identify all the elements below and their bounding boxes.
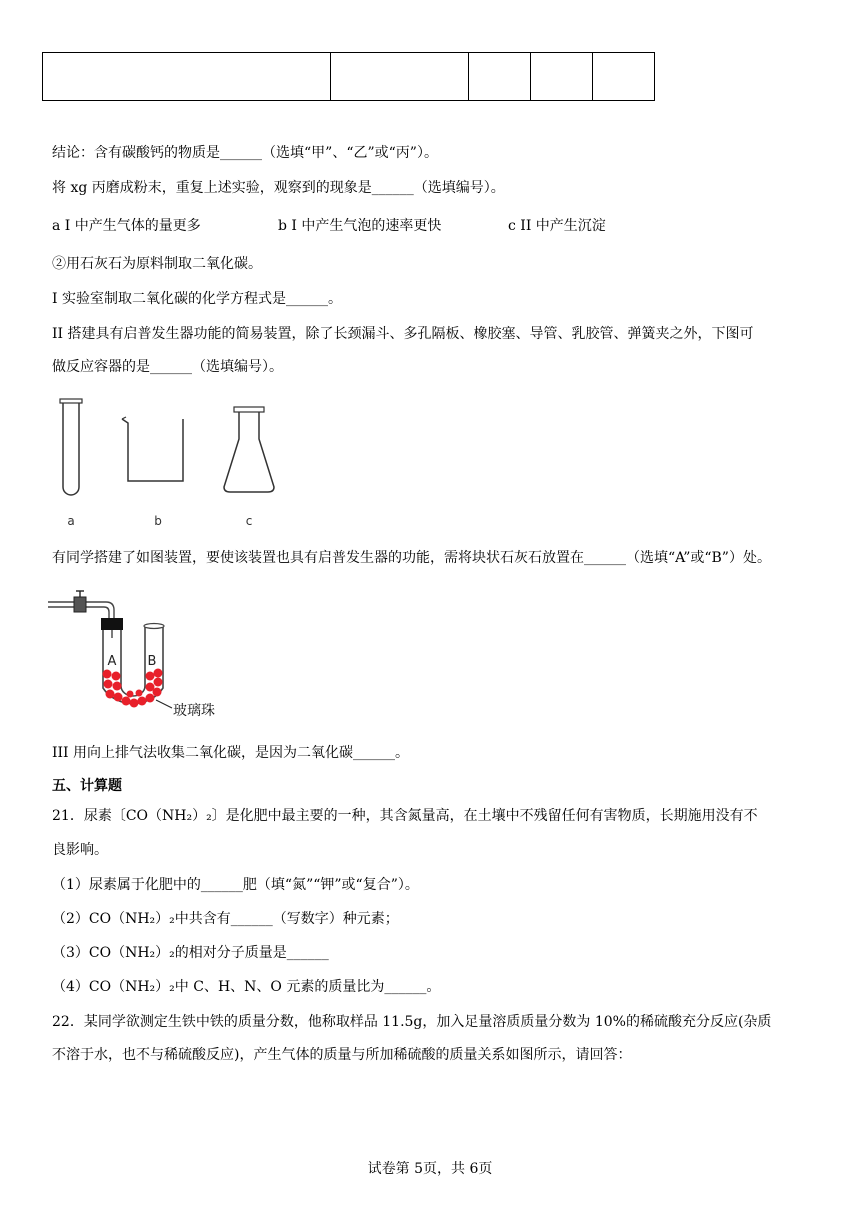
- conclusion-line: 结论：含有碳酸钙的物质是______（选填“甲”、“乙”或“丙”）。: [52, 145, 438, 161]
- option-c: c II 中产生沉淀: [508, 218, 606, 234]
- label-c: c: [245, 514, 253, 528]
- table-row: [43, 53, 655, 101]
- q21-line2: 良影响。: [52, 842, 108, 858]
- beaker-icon: [122, 417, 183, 481]
- q21-part2: （2）CO（NH₂）₂中共含有______（写数字）种元素；: [52, 911, 399, 927]
- rubber-stopper-icon: [101, 618, 123, 630]
- q21-line1: 21．尿素〔CO（NH₂）₂〕是化肥中最主要的一种，其含氮量高，在土壤中不残留任何有害物质，长期施用没有不: [52, 808, 758, 824]
- option-b: b I 中产生气泡的速率更快: [278, 218, 442, 234]
- repeat-experiment-line: 将 xg 丙磨成粉末，重复上述实验，观察到的现象是______（选填编号）。: [52, 180, 505, 196]
- equation-question: I 实验室制取二氧化碳的化学方程式是______。: [52, 291, 342, 307]
- containers-figure: [40, 395, 290, 535]
- q22-line1: 22．某同学欲测定生铁中铁的质量分数，他称取样品 11.5g，加入足量溶质质量分数为 10%的稀硫酸充分反应(杂质: [52, 1014, 772, 1030]
- q21-part1: （1）尿素属于化肥中的______肥（填“氮”“钾”或“复合”）。: [52, 877, 419, 893]
- table-cell: [43, 53, 331, 101]
- label-a: a: [67, 514, 75, 528]
- kipp-placement-question: 有同学搭建了如图装置，要使该装置也具有启普发生器的功能，需将块状石灰石放置在______（选填“A”或“B”）处。: [52, 550, 771, 566]
- table-cell: [331, 53, 469, 101]
- spring-clamp-icon: [74, 591, 86, 612]
- glass-beads-caption: 玻璃珠: [173, 703, 215, 719]
- collection-question: III 用向上排气法收集二氧化碳，是因为二氧化碳______。: [52, 745, 410, 761]
- table-cell: [593, 53, 655, 101]
- table-cell: [469, 53, 531, 101]
- apparatus-question-line1: II 搭建具有启普发生器功能的简易装置，除了长颈漏斗、多孔隔板、橡胶塞、导管、乳胶管、弹簧夹之外，下图可: [52, 326, 754, 342]
- q21-part3: （3）CO（NH₂）₂的相对分子质量是______: [52, 945, 329, 961]
- apparatus-question-line2: 做反应容器的是______（选填编号）。: [52, 359, 283, 375]
- page-footer: 试卷第 5页，共 6页: [367, 1161, 493, 1177]
- glass-beads: [103, 669, 163, 708]
- section-title: 五、计算题: [52, 778, 122, 794]
- u-tube-figure: [46, 588, 246, 723]
- q22-line2: 不溶于水，也不与稀硫酸反应)，产生气体的质量与所加稀硫酸的质量关系如图所示，请回答：: [52, 1047, 632, 1063]
- table-cell: [531, 53, 593, 101]
- option-a: a I 中产生气体的量更多: [52, 218, 201, 234]
- limestone-intro: ②用石灰石为原料制取二氧化碳。: [52, 256, 262, 272]
- u-tube-inner: [121, 626, 145, 696]
- q21-part4: （4）CO（NH₂）₂中 C、H、N、O 元素的质量比为______。: [52, 979, 441, 995]
- label-A: A: [107, 654, 117, 669]
- label-b: b: [154, 514, 162, 528]
- label-B: B: [147, 654, 157, 669]
- conical-flask-icon: [224, 407, 274, 492]
- test-tube-icon: [60, 399, 82, 495]
- results-table: [42, 52, 655, 101]
